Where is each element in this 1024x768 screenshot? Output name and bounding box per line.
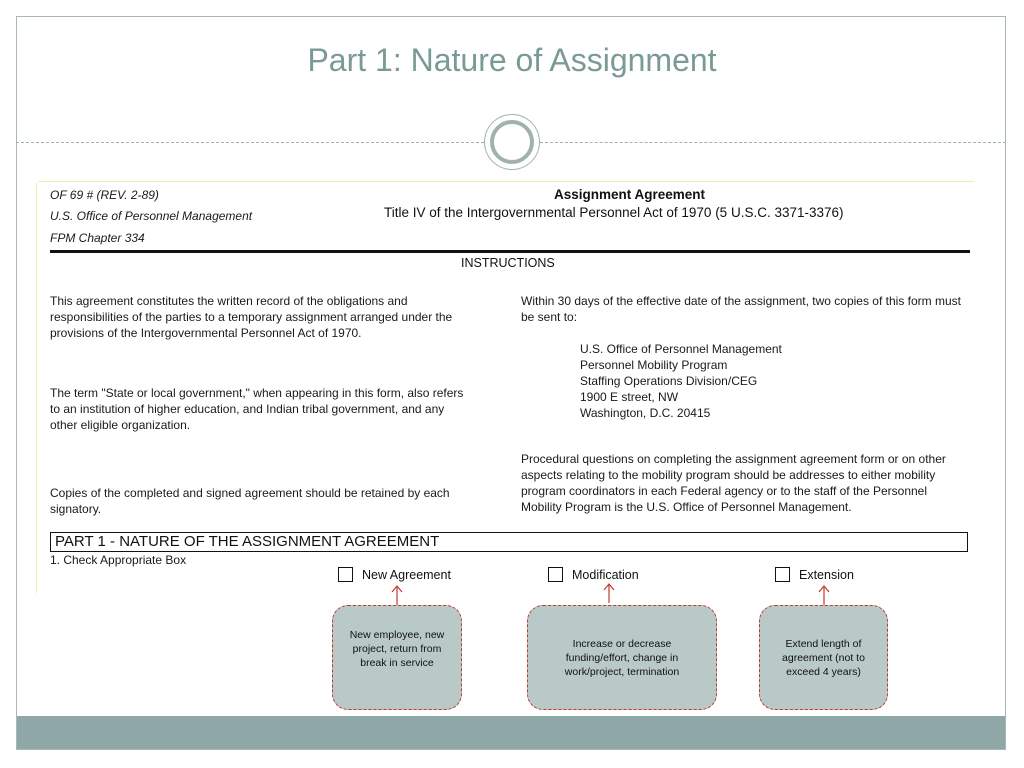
arrow-up-icon: [391, 585, 403, 605]
address-line: Washington, D.C. 20415: [580, 406, 711, 420]
callout-modification: Increase or decrease funding/effort, change in work/project, termination: [527, 605, 717, 710]
header-rule: [50, 250, 970, 253]
arrow-up-icon: [603, 583, 615, 603]
part-heading: PART 1 - NATURE OF THE ASSIGNMENT AGREEMENT: [55, 533, 440, 550]
check-prompt: 1. Check Appropriate Box: [50, 553, 187, 567]
callout-extension: Extend length of agreement (not to exceed 4 years): [759, 605, 888, 710]
checkbox-new-agreement[interactable]: [338, 566, 451, 583]
form-chapter: FPM Chapter 334: [50, 231, 145, 245]
checkbox-extension[interactable]: [775, 566, 854, 583]
form-top-edge: [38, 181, 974, 182]
divider-ornament-icon: [484, 114, 540, 170]
instruction-paragraph: Copies of the completed and signed agreement should be retained by each signatory.: [50, 486, 450, 516]
address-line: U.S. Office of Personnel Management: [580, 342, 782, 356]
instruction-paragraph: The term "State or local government," when appearing in this form, also refers to an institution of higher education, and Indian tribal government, and any other eligible organization.: [50, 386, 464, 432]
checkbox-label: Extension: [799, 567, 854, 582]
checkbox-modification[interactable]: [548, 566, 639, 583]
address-line: 1900 E street, NW: [580, 390, 679, 404]
checkbox-icon[interactable]: [548, 567, 563, 582]
instruction-paragraph: Procedural questions on completing the assignment agreement form or on other aspects relating to the mobility program should be addresses to either mobility program coordinators in each Federal agency or to the staff of the Personnel Mobility Program is the U.S. Office of Personnel Management.: [521, 452, 946, 514]
arrow-up-icon: [818, 585, 830, 605]
form-title: Assignment Agreement: [554, 187, 706, 202]
callout-new-agreement: New employee, new project, return from break in service: [332, 605, 462, 710]
form-id: OF 69 # (REV. 2-89): [50, 188, 159, 202]
title-divider-left: [16, 142, 484, 143]
title-divider-right: [540, 142, 1006, 143]
address-line: Staffing Operations Division/CEG: [580, 374, 758, 388]
instructions-heading: INSTRUCTIONS: [461, 256, 555, 270]
mailing-address: [580, 341, 782, 421]
footer-bar: [17, 716, 1005, 749]
part-heading-box: [50, 532, 968, 552]
form-agency: U.S. Office of Personnel Management: [50, 209, 253, 223]
checkbox-label: New Agreement: [362, 567, 451, 582]
instruction-paragraph: Within 30 days of the effective date of the assignment, two copies of this form must be sent to:: [521, 294, 961, 324]
checkbox-label: Modification: [572, 567, 639, 582]
form-margin-edge: [36, 183, 37, 593]
address-line: Personnel Mobility Program: [580, 358, 728, 372]
checkbox-icon[interactable]: [775, 567, 790, 582]
form-subtitle: Title IV of the Intergovernmental Personnel Act of 1970 (5 U.S.C. 3371-3376): [384, 205, 844, 220]
slide-title: Part 1: Nature of Assignment: [307, 42, 717, 78]
checkbox-icon[interactable]: [338, 567, 353, 582]
instruction-paragraph: This agreement constitutes the written record of the obligations and responsibilities of the parties to a temporary assignment arranged under the provisions of the Intergovernmental Personnel Act of 1970.: [50, 294, 453, 340]
